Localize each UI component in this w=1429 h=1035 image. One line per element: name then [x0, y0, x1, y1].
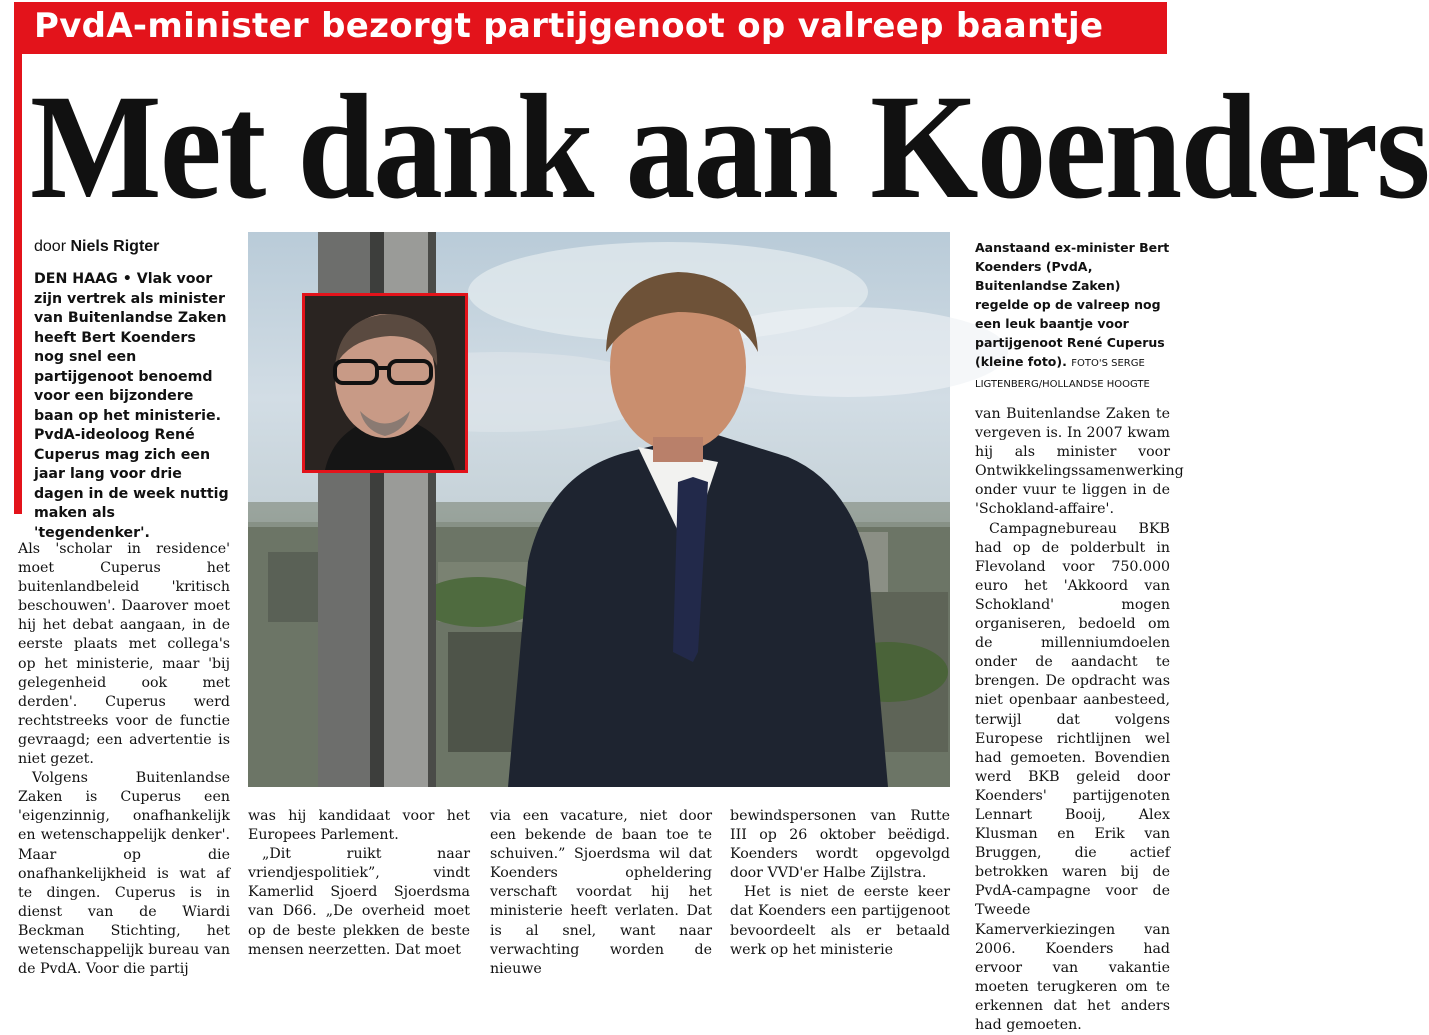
inset-photo-illustration: [305, 296, 465, 470]
article-column-5: [975, 405, 1184, 1035]
kicker-text: PvdA-minister bezorgt partijgenoot op valreep baantje: [34, 6, 1104, 46]
photo-caption: [975, 238, 1170, 394]
accent-bar: [14, 54, 22, 514]
article-paragraph: bewindspersonen van Rutte III op 26 oktober beëdigd. Koenders wordt opgevolgd door VVD'er Halbe Zijlstra.: [730, 808, 950, 882]
byline-prefix: door: [34, 238, 67, 255]
byline: [34, 238, 159, 256]
byline-author: Niels Rigter: [70, 238, 160, 255]
article-paragraph: Campagnebureau BKB had op de polderbult in Flevoland voor 750.000 euro het 'Akkoord van Schokland' mogen organiseren, bedoeld om de millenniumdoelen onder de aandacht te brengen. De opdracht was niet openbaar aanbesteed, terwijl dat volgens Europese richtlijnen wel had gemoeten. Bovendien werd BKB geleid door Koenders' partijgenoten Lennart Booij, Alex Klusman en Erik van Bruggen, die actief betrokken waren bij de PvdA-campagne voor de Tweede Kamerverkiezingen van 2006. Koenders had ervoor van vakantie moeten terugkeren om te erkennen dat het anders had gemoeten.: [975, 520, 1170, 1033]
article-paragraph: Het is niet de eerste keer dat Koenders een partijgenoot bevoordeelt als er betaald werk op het ministerie: [730, 884, 950, 958]
article-paragraph: Als 'scholar in residence' moet Cuperus het buitenlandbeleid 'kritisch beschouwen'. Daarover moet hij het debat aangaan, in de eerste plaats met collega's op het ministerie, maar 'bij gelegenheid ook met derden'. Cuperus werd rechtstreeks voor de functie gevraagd; een advertentie is niet gezet.: [18, 541, 230, 768]
lead-dateline: DEN HAAG •: [34, 271, 132, 287]
article-column-1: [18, 540, 230, 979]
headline: Met dank aan Koenders: [30, 64, 1429, 230]
lead-text: Vlak voor zijn vertrek als minister van Buitenlandse Zaken heeft Bert Koenders nog snel een partijgenoot benoemd voor een bijzondere baan op het ministerie. PvdA-ideoloog René Cuperus mag zich een jaar lang voor drie dagen in de week nuttig maken als 'tegendenker'.: [34, 271, 229, 541]
article-column-3: [490, 807, 712, 979]
article-column-4: [730, 807, 950, 960]
inset-photo: [302, 293, 468, 473]
article-paragraph: Volgens Buitenlandse Zaken is Cuperus een 'eigenzinnig, onafhankelijk en wetenschappelijk denker'. Maar op die onafhankelijkheid is wat af te dingen. Cuperus is in dienst van de Wiardi Beckman Stichting, het wetenschappelijk bureau van de PvdA. Voor die partij: [18, 770, 230, 978]
photo-credit: FOTO'S SERGE LIGTENBERG/HOLLANDSE HOOGTE: [975, 358, 1150, 390]
article-paragraph: via een vacature, niet door een bekende de baan toe te schuiven.” Sjoerdsma wil dat Koenders opheldering verschaft voordat hij het ministerie heeft verlaten. Dat is al snel, want naar verwachting worden de nieuwe: [490, 808, 712, 977]
caption-text: Aanstaand ex-minister Bert Koenders (PvdA, Buitenlandse Zaken) regelde op de valreep nog een leuk baantje voor partijgenoot René Cuperus (kleine foto).: [975, 240, 1170, 369]
article-paragraph: van Buitenlandse Zaken te vergeven is. In 2007 kwam hij als minister voor Ontwikkelingssamenwerking onder vuur te liggen in de 'Schokland-affaire'.: [975, 406, 1184, 518]
article-paragraph: „Dit ruikt naar vriendjespolitiek”, vindt Kamerlid Sjoerd Sjoerdsma van D66. „De overheid moet op de beste plekken de beste mensen neerzetten. Dat moet: [248, 846, 470, 958]
article-column-2: [248, 807, 470, 960]
article-paragraph: was hij kandidaat voor het Europees Parlement.: [248, 808, 470, 844]
lead-paragraph: [34, 270, 229, 543]
kicker-banner: [14, 2, 1167, 54]
